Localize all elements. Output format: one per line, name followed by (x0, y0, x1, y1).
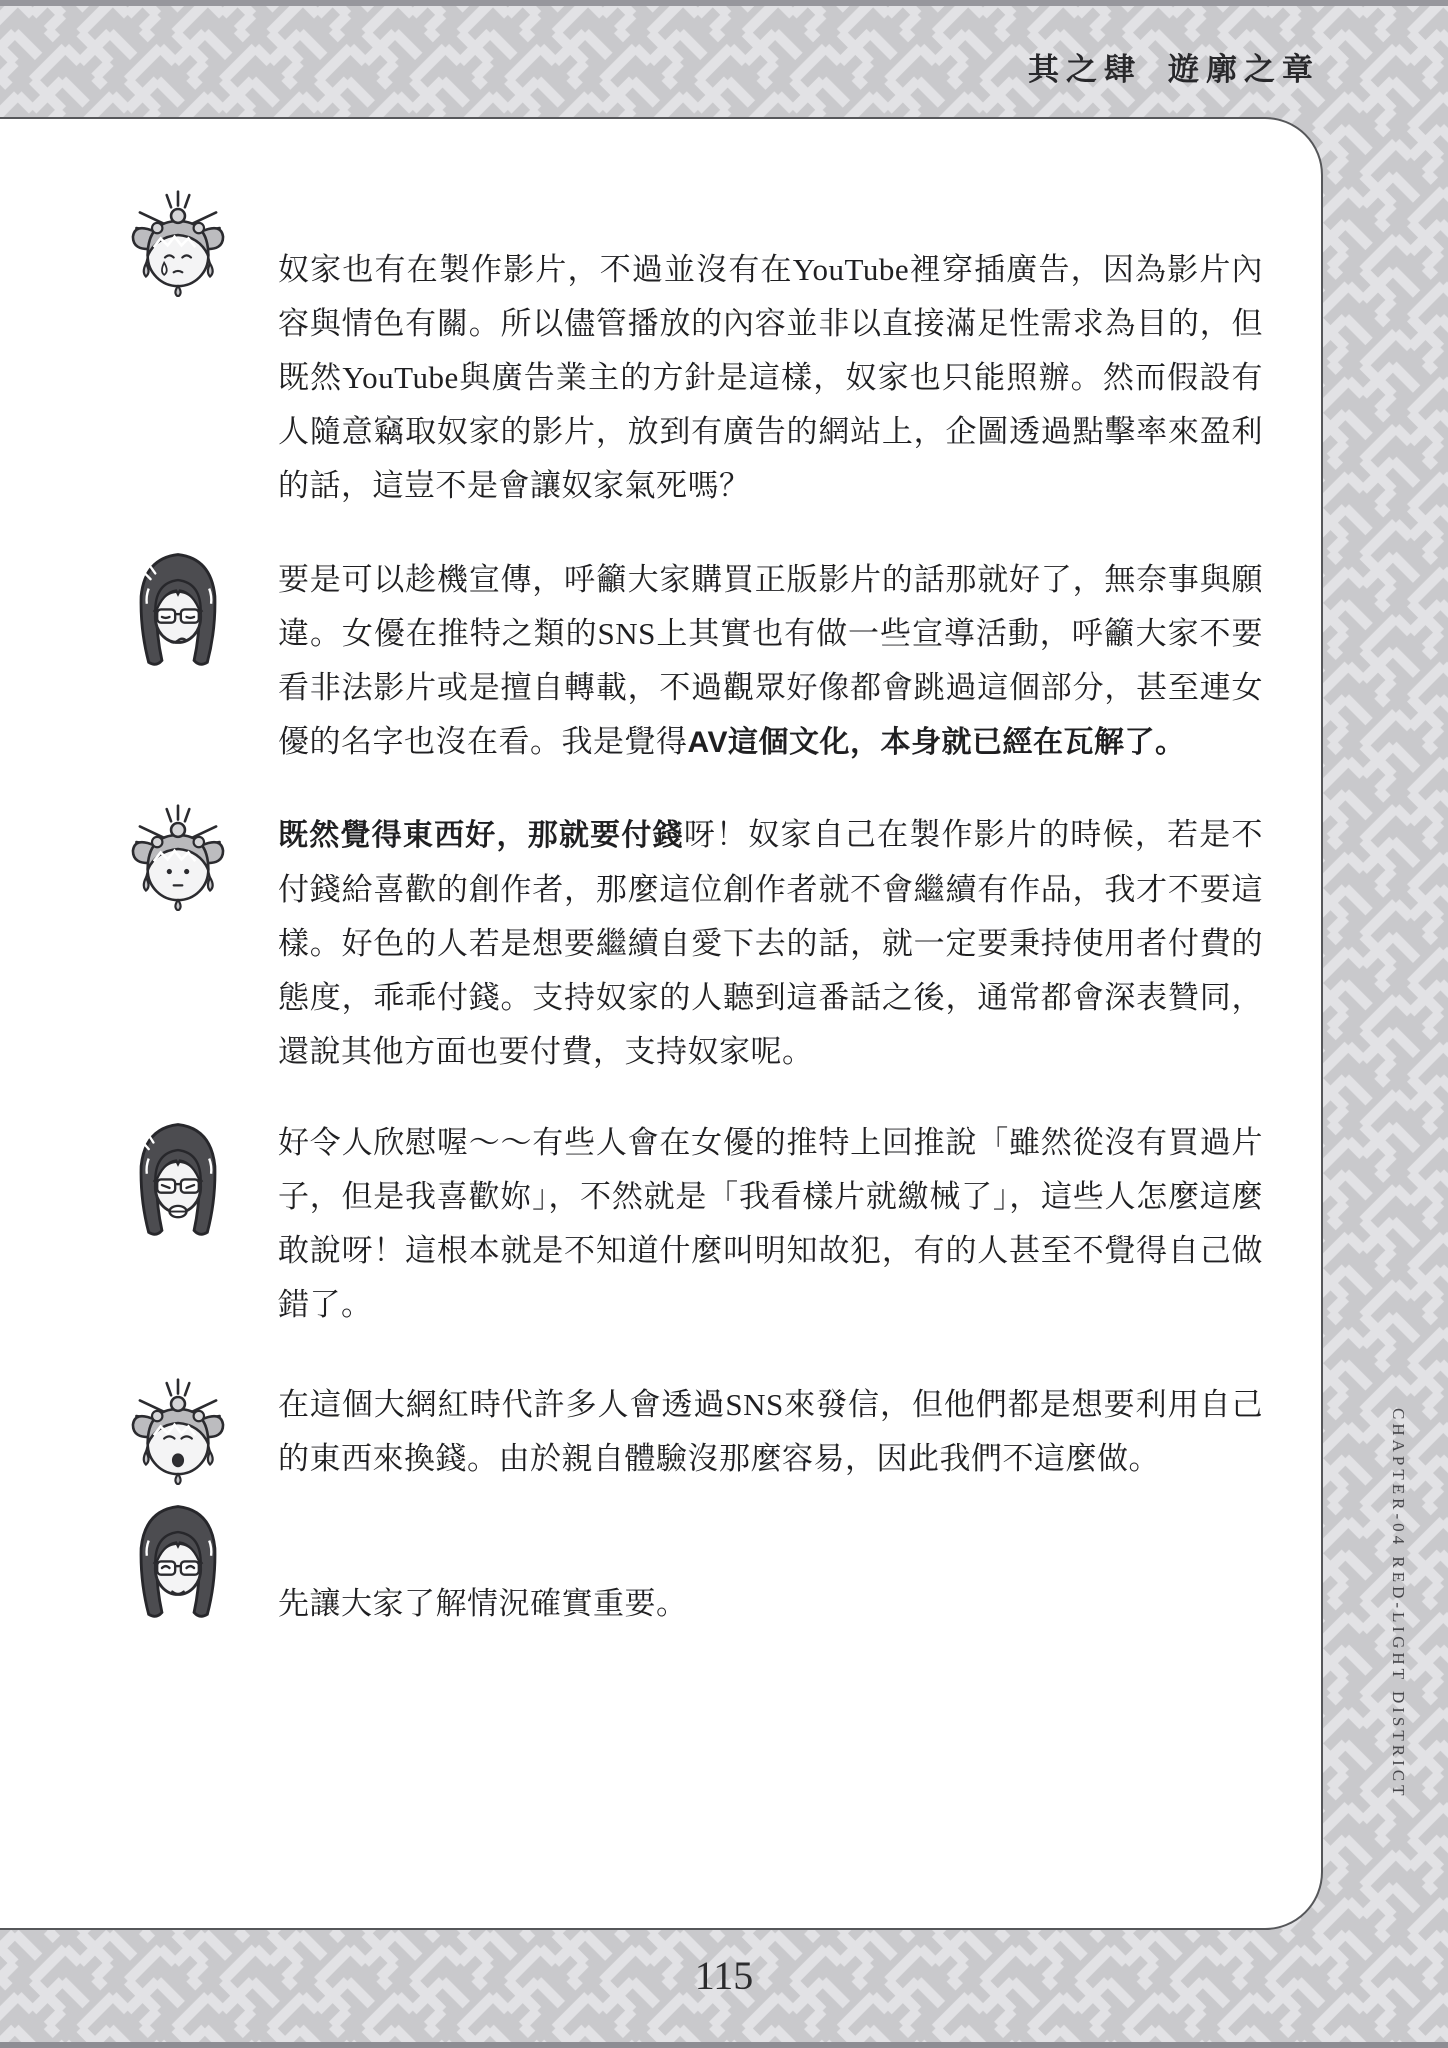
dialogue-text: 先讓大家了解情況確實重要。 (278, 1586, 688, 1621)
chapter-side-caption: CHAPTER-04 RED-LIGHT DISTRICT (1389, 1408, 1408, 1800)
dialogue-text: 奴家也有在製作影片，不過並沒有在YouTube裡穿插廣告，因為影片內容與情色有關。所以儘管播放的內容並非以直接滿足性需求為目的，但既然YouTube與廣告業主的方針是這樣，奴家也只能照辦。然而假設有人隨意竊取奴家的影片，放到有廣告的網站上，企圖透過點擊率來盈利的話，這豈不是會讓奴家氣死嗎？ (278, 252, 1263, 503)
dialogue-text: 要是可以趁機宣傳，呼籲大家購買正版影片的話那就好了，無奈事與願違。女優在推特之類的SNS上其實也有做一些宣導活動，呼籲大家不要看非法影片或是擅自轉載，不過觀眾好像都會跳過這個部分，甚至連女優的名字也沒在看。我是覺得AV這個文化，本身就已經在瓦解了。 (278, 562, 1263, 759)
interviewer-avatar (126, 1117, 230, 1242)
page-number: 115 (694, 1953, 754, 1998)
chapter-title: 遊廓之章 (1168, 52, 1320, 87)
dialogue-text: 既然覺得東西好，那就要付錢呀！奴家自己在製作影片的時候，若是不付錢給喜歡的創作者，那麼這位創作者就不會繼續有作品，我才不要這樣。好色的人若是想要繼續自愛下去的話，就一定要秉持使用者付費的態度，乖乖付錢。支持奴家的人聽到這番話之後，通常都會深表贊同，還說其他方面也要付費，支持奴家呢。 (278, 817, 1264, 1069)
oiran-avatar (126, 1371, 230, 1485)
oiran-avatar (126, 797, 230, 911)
dialogue-text: 好令人欣慰喔～～有些人會在女優的推特上回推說「雖然從沒有買過片子，但是我喜歡妳」，不然就是「我看樣片就繳械了」，這些人怎麼這麼敢說呀！這根本就是不知道什麼叫明知故犯，有的人甚至不覺得自己做錯了。 (278, 1125, 1263, 1322)
chapter-header (1028, 44, 1320, 89)
dialogue-text: 在這個大網紅時代許多人會透過SNS來發信，但他們都是想要利用自己的東西來換錢。由於親自體驗沒那麼容易，因此我們不這麼做。 (278, 1387, 1263, 1476)
page-edge-bottom (0, 2042, 1448, 2048)
interviewer-avatar (126, 547, 230, 672)
interviewer-avatar (126, 1499, 230, 1624)
oiran-avatar (126, 183, 230, 297)
chapter-number-label: 其之肆 (1028, 52, 1142, 87)
content-card (0, 117, 1323, 1930)
page-edge-top (0, 0, 1448, 6)
